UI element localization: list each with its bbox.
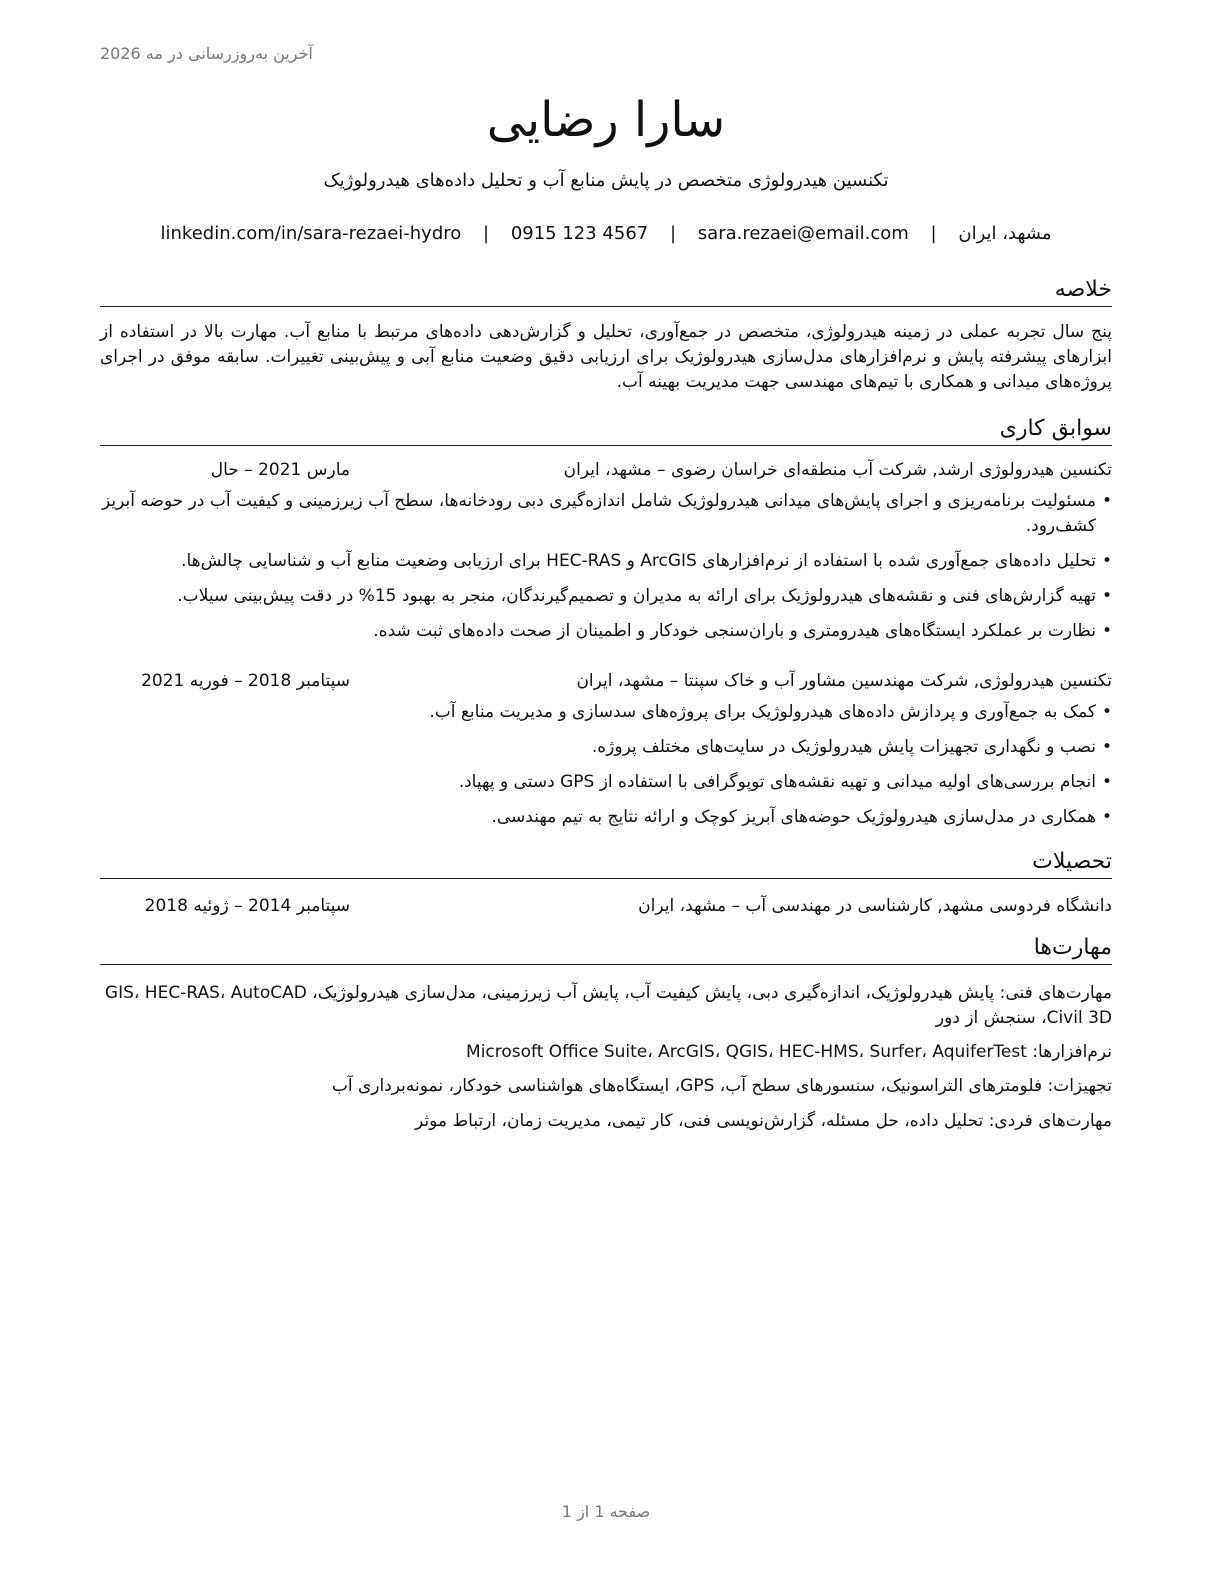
job-title: تکنسین هیدرولوژی ارشد, شرکت آب منطقه‌ای خراسان رضوی – مشهد، ایران (563, 460, 1112, 480)
contact-separator: | (483, 223, 490, 244)
contact-location: مشهد، ایران (958, 223, 1052, 244)
education-entry (100, 894, 1112, 919)
job-dates: سپتامبر 2018 – فوریه 2021 (141, 671, 350, 691)
list-item: • انجام بررسی‌های اولیه میدانی و تهیه نقشه‌های توپوگرافی با استفاده از GPS دستی و پهپاد. (100, 770, 1112, 795)
section-heading-skills: مهارت‌ها (100, 934, 1112, 965)
list-item: • مسئولیت برنامه‌ریزی و اجرای پایش‌های میدانی هیدرولوژیک شامل اندازه‌گیری دبی رودخانه‌ها، سطح آب زیرزمینی و کیفیت آب در حوضه آبریز کشف‌رود. (100, 489, 1112, 539)
section-heading-education: تحصیلات (100, 848, 1112, 879)
contact-line (100, 223, 1112, 244)
contact-separator: | (669, 223, 677, 244)
education-title: دانشگاه فردوسی مشهد, کارشناسی در مهندسی آب – مشهد، ایران (638, 896, 1112, 916)
education-dates: سپتامبر 2014 – ژوئیه 2018 (144, 896, 350, 916)
page-number: صفحه 1 از 1 (561, 1502, 651, 1521)
job-bullets (100, 489, 1112, 654)
skill-line-software: نرم‌افزارها: Microsoft Office Suite، ArcGIS، QGIS، HEC-HMS، Surfer، AquiferTest (466, 1042, 1112, 1062)
job-bullets (100, 700, 1112, 840)
list-item: • همکاری در مدل‌سازی هیدرولوژیک حوضه‌های آبریز کوچک و ارائه نتایج به تیم مهندسی. (100, 805, 1112, 830)
list-item: • کمک به جمع‌آوری و پردازش داده‌های هیدرولوژیک برای پروژه‌های سدسازی و مدیریت منابع آب. (100, 700, 1112, 725)
job-title: تکنسین هیدرولوژی, شرکت مهندسین مشاور آب و خاک سپنتا – مشهد، ایران (576, 671, 1112, 691)
contact-linkedin[interactable]: linkedin.com/in/sara-rezaei-hydro (160, 223, 462, 244)
job-headline: تکنسین هیدرولوژی متخصص در پایش منابع آب و تحلیل داده‌های هیدرولوژیک (323, 170, 889, 191)
list-item: • نظارت بر عملکرد ایستگاه‌های هیدرومتری و باران‌سنجی خودکار و اطمینان از صحت داده‌های ثبت شده. (100, 619, 1112, 644)
section-heading-summary: خلاصه (100, 276, 1112, 307)
skill-line-equipment: تجهیزات: فلومترهای التراسونیک، سنسورهای سطح آب، GPS، ایستگاه‌های هواشناسی خودکار، نمونه‌برداری آب (331, 1076, 1112, 1096)
last-updated: آخرین به‌روزرسانی در مه 2026 (100, 44, 313, 63)
list-item: • نصب و نگهداری تجهیزات پایش هیدرولوژیک در سایت‌های مختلف پروژه. (100, 735, 1112, 760)
list-item: • تحلیل داده‌های جمع‌آوری شده با استفاده از نرم‌افزارهای ArcGIS و HEC-RAS برای ارزیابی وضعیت منابع آب و شناسایی چالش‌ها. (100, 549, 1112, 574)
job-dates: مارس 2021 – حال (210, 460, 350, 480)
list-item: • تهیه گزارش‌های فنی و نقشه‌های هیدرولوژیک برای ارائه به مدیران و تصمیم‌گیرندگان، منجر به بهبود 15% در دقت پیش‌بینی سیلاب. (100, 584, 1112, 609)
skill-line-technical: مهارت‌های فنی: پایش هیدرولوژیک، اندازه‌گیری دبی، پایش کیفیت آب، پایش آب زیرزمینی، مدل‌سازی هیدرولوژیک، GIS، HEC-RAS، AutoCAD Civil 3D، سنجش از دور (104, 983, 1112, 1028)
contact-separator: | (930, 223, 937, 244)
contact-phone[interactable]: 0915 123 4567 (510, 223, 649, 244)
job-header (100, 669, 1112, 694)
summary-text: پنج سال تجربه عملی در زمینه هیدرولوژی، متخصص در جمع‌آوری، تحلیل و گزارش‌دهی داده‌های مرتبط با منابع آب. مهارت بالا در استفاده از ابزارهای پیشرفته پایش و نرم‌افزارهای مدل‌سازی هیدرولوژیک برای ارزیابی دقیق وضعیت منابع آبی و پیش‌بینی تغییرات. سابقه موفق در اجرای پروژه‌های میدانی و همکاری با تیم‌های مهندسی جهت مدیریت بهینه آب. (100, 322, 1112, 392)
resume-page (100, 0, 1112, 1584)
contact-email[interactable]: sara.rezaei@email.com (697, 223, 909, 244)
person-name: سارا رضایی (486, 92, 726, 148)
job-header (100, 458, 1112, 483)
section-heading-experience: سوابق کاری (100, 415, 1112, 446)
skill-line-soft: مهارت‌های فردی: تحلیل داده، حل مسئله، گزارش‌نویسی فنی، کار تیمی، مدیریت زمان، ارتباط موثر (415, 1111, 1112, 1131)
